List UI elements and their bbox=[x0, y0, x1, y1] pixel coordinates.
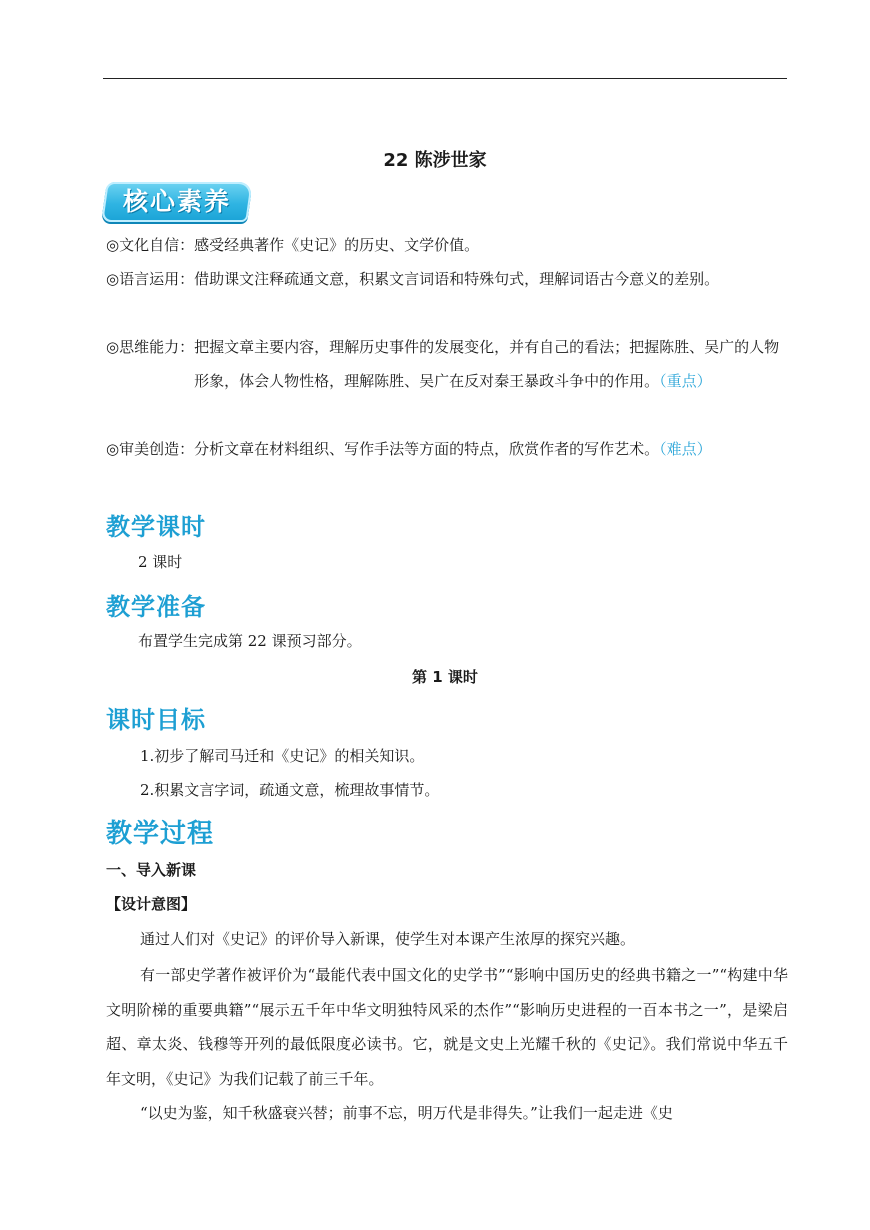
page-title: 22 陈涉世家 bbox=[383, 150, 487, 171]
core-item-aesthetic bbox=[106, 432, 788, 466]
core-item-culture bbox=[106, 228, 788, 262]
prep-text: 布置学生完成第 22 课预习部分。 bbox=[138, 632, 362, 650]
core-literacy-badge bbox=[101, 182, 253, 222]
prep-heading: 教学准备 bbox=[106, 593, 206, 621]
goal-item: 2.积累文言字词，疏通文意，梳理故事情节。 bbox=[140, 781, 440, 799]
core-item-label: ◎文化自信： bbox=[106, 236, 195, 254]
core-item-text: 感受经典著作《史记》的历史、文学价值。 bbox=[194, 236, 480, 254]
design-intent-label: 【设计意图】 bbox=[106, 895, 197, 913]
lesson-label: 第 1 课时 bbox=[412, 668, 478, 686]
difficulty-note: （难点） bbox=[659, 440, 712, 458]
process-heading: 教学过程 bbox=[106, 819, 215, 849]
hours-text: 2 课时 bbox=[138, 553, 183, 571]
step-heading: 一、导入新课 bbox=[106, 861, 197, 879]
design-intent-text: 通过人们对《史记》的评价导入新课，使学生对本课产生浓厚的探究兴趣。 bbox=[140, 930, 636, 948]
core-item-label: ◎审美创造： bbox=[106, 440, 195, 458]
core-item-text: 把握文章主要内容，理解历史事件的发展变化，并有自己的看法；把握陈胜、吴广的人物形象，体会人物性格，理解陈胜、吴广在反对秦王暴政斗争中的作用。 bbox=[194, 338, 780, 390]
core-item-label: ◎思维能力： bbox=[106, 338, 195, 356]
header-rule bbox=[103, 78, 787, 79]
goals-heading: 课时目标 bbox=[106, 706, 206, 734]
quote-paragraph: “以史为鉴，知千秋盛衰兴替；前事不忘，明万代是非得失。”让我们一起走进《史 bbox=[140, 1104, 673, 1122]
core-item-text: 借助课文注释疏通文意，积累文言词语和特殊句式，理解词语古今意义的差别。 bbox=[194, 270, 720, 288]
intro-paragraph: 有一部史学著作被评价为“最能代表中国文化的史学书”“影响中国历史的经典书籍之一”“构建中华文明阶梯的重要典籍”“展示五千年中华文明独特风采的杰作”“影响历史进程的一百本书之一”，是梁启超、章太炎、钱穆等开列的最低限度必读书。它，就是文史上光耀千秋的《史记》。我们常说中华五千年文明，《史记》为我们记载了前三千年。 bbox=[106, 966, 788, 1088]
core-item-text: 分析文章在材料组织、写作手法等方面的特点，欣赏作者的写作艺术。 bbox=[194, 440, 660, 458]
hours-heading: 教学课时 bbox=[106, 513, 206, 541]
key-point-note: （重点） bbox=[659, 372, 712, 390]
core-item-thinking bbox=[106, 330, 788, 398]
core-item-language bbox=[106, 262, 788, 296]
goal-item: 1.初步了解司马迁和《史记》的相关知识。 bbox=[140, 747, 425, 765]
core-item-label: ◎语言运用： bbox=[106, 270, 195, 288]
core-literacy-badge-label: 核心素养 bbox=[122, 187, 231, 216]
